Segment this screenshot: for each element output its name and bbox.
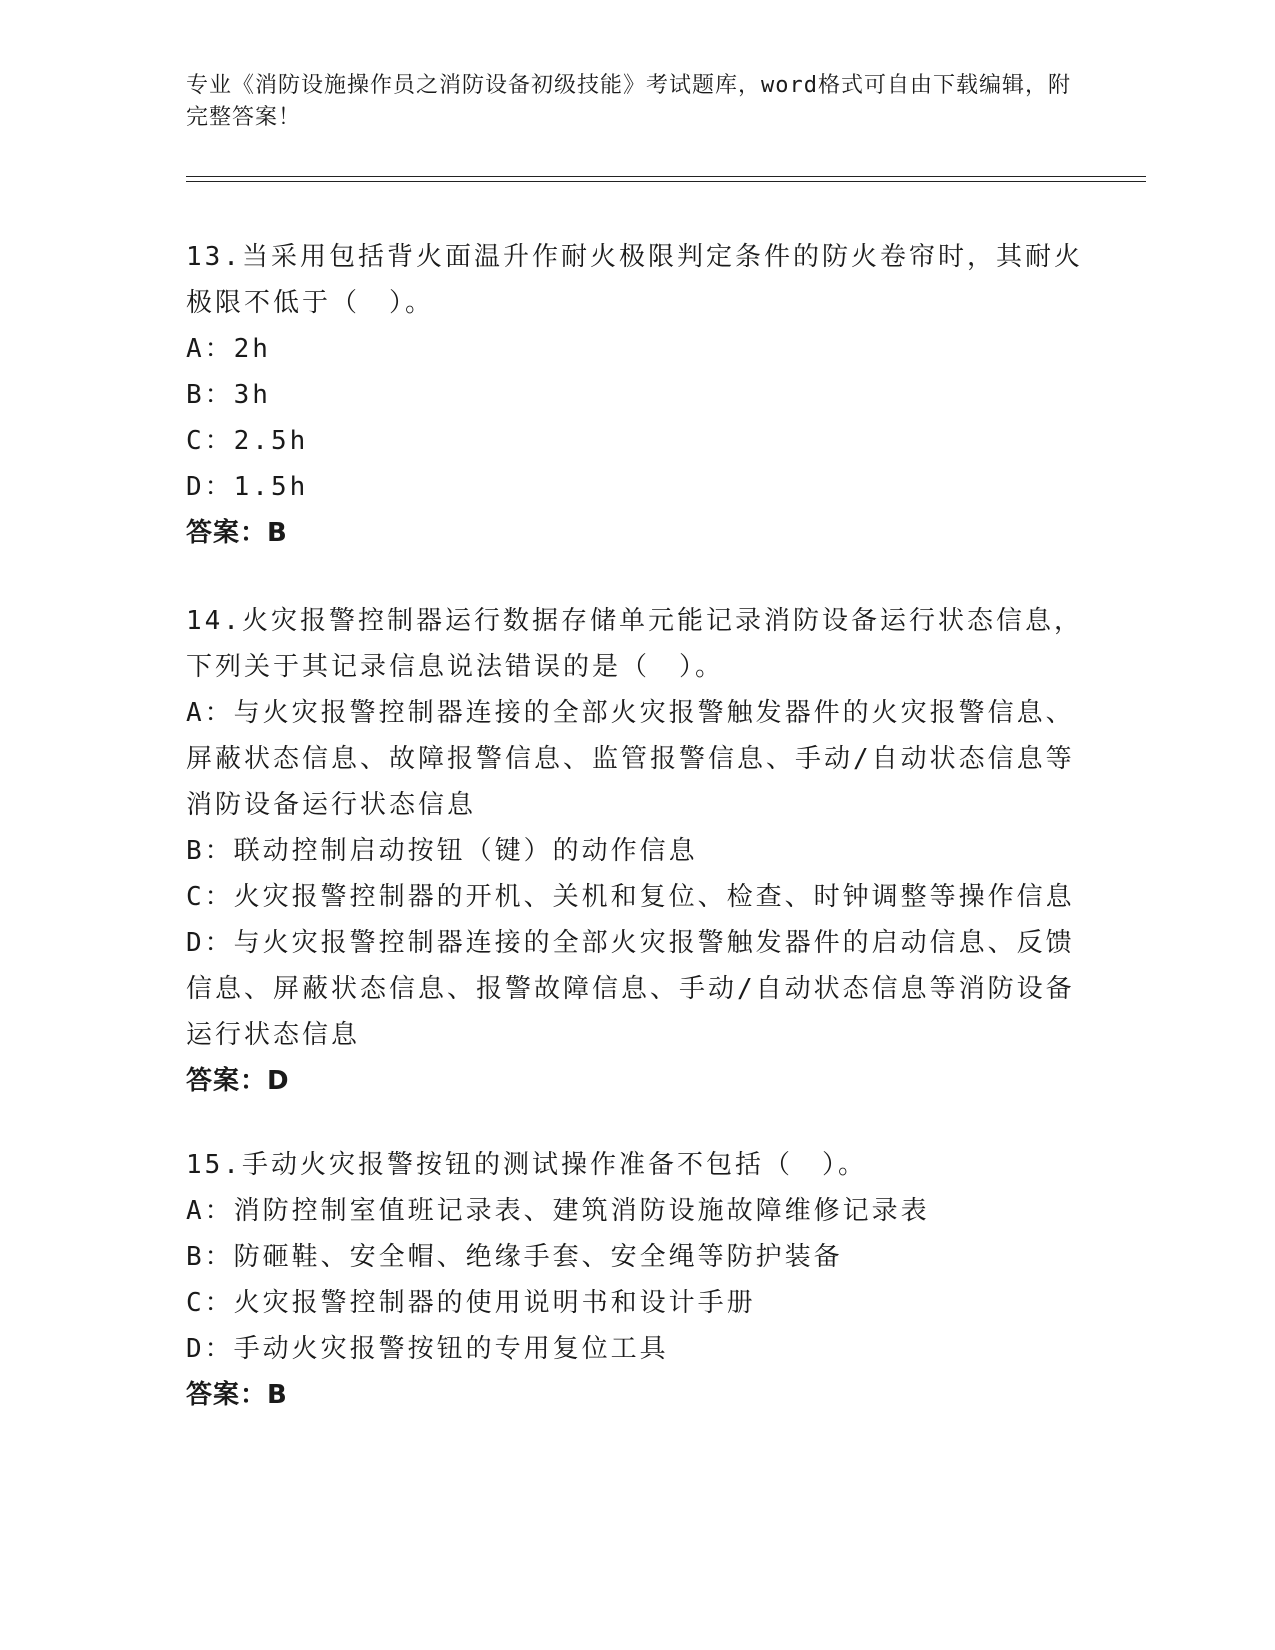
option-b: B：防砸鞋、安全帽、绝缘手套、安全绳等防护装备 <box>186 1242 843 1272</box>
answer: 答案：D <box>186 1066 290 1096</box>
question-15 <box>186 1142 1086 1418</box>
question-stem: 14.火灾报警控制器运行数据存储单元能记录消防设备运行状态信息，下列关于其记录信息说法错误的是（ ）。 <box>186 606 1083 682</box>
header-divider-top <box>186 176 1146 177</box>
answer: 答案：B <box>186 518 288 548</box>
document-header: 专业《消防设施操作员之消防设备初级技能》考试题库，word格式可自由下载编辑，附完整答案！ <box>186 73 1071 130</box>
question-13 <box>186 234 1086 556</box>
answer: 答案：B <box>186 1380 288 1410</box>
option-c: C：火灾报警控制器的使用说明书和设计手册 <box>186 1288 756 1318</box>
question-14 <box>186 598 1086 1104</box>
option-a: A：2h <box>186 334 271 364</box>
option-c: C：2.5h <box>186 426 309 456</box>
question-stem: 13.当采用包括背火面温升作耐火极限判定条件的防火卷帘时，其耐火极限不低于（ ）。 <box>186 242 1083 318</box>
option-b: B：3h <box>186 380 271 410</box>
option-d: D：1.5h <box>186 472 309 502</box>
header-divider-bottom <box>186 181 1146 182</box>
option-d: D：手动火灾报警按钮的专用复位工具 <box>186 1334 669 1364</box>
option-d: D：与火灾报警控制器连接的全部火灾报警触发器件的启动信息、反馈信息、屏蔽状态信息、报警故障信息、手动/自动状态信息等消防设备运行状态信息 <box>186 928 1075 1050</box>
option-a: A：消防控制室值班记录表、建筑消防设施故障维修记录表 <box>186 1196 930 1226</box>
question-stem: 15.手动火灾报警按钮的测试操作准备不包括（ ）。 <box>186 1150 867 1180</box>
option-b: B：联动控制启动按钮（键）的动作信息 <box>186 836 698 866</box>
option-a: A：与火灾报警控制器连接的全部火灾报警触发器件的火灾报警信息、屏蔽状态信息、故障报警信息、监管报警信息、手动/自动状态信息等消防设备运行状态信息 <box>186 698 1075 820</box>
option-c: C：火灾报警控制器的开机、关机和复位、检查、时钟调整等操作信息 <box>186 882 1075 912</box>
